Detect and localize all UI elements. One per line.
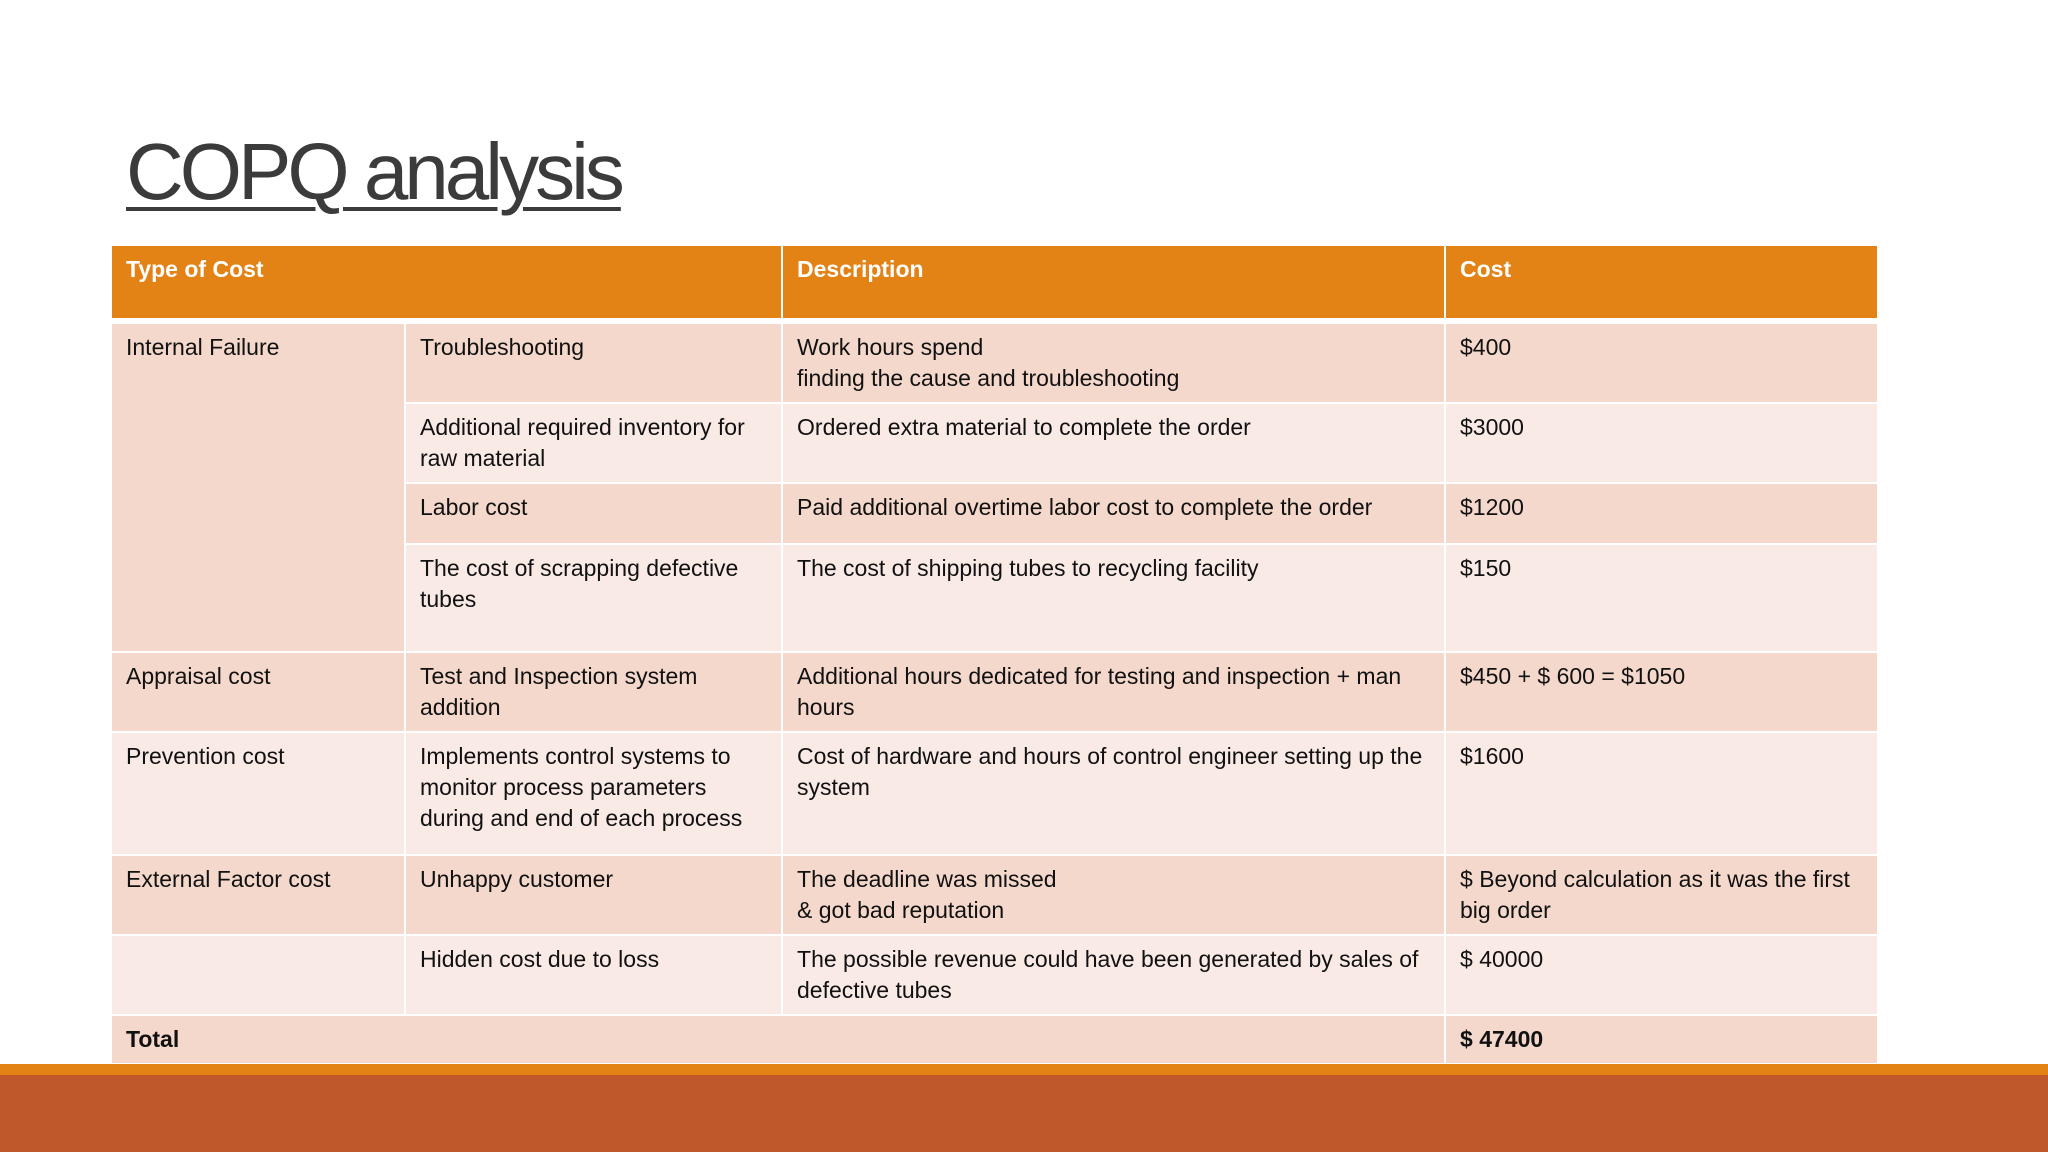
header-type-of-cost: Type of Cost bbox=[112, 246, 783, 324]
cost-cell: $1600 bbox=[1446, 733, 1877, 856]
table-row bbox=[112, 936, 1877, 1016]
footer-band bbox=[0, 1075, 2048, 1152]
description-cell: The deadline was missed & got bad reputation bbox=[783, 856, 1446, 936]
item-cell: Additional required inventory for raw material bbox=[406, 404, 783, 484]
footer-accent-stripe bbox=[0, 1064, 2048, 1075]
header-description: Description bbox=[783, 246, 1446, 324]
total-value: $ 47400 bbox=[1446, 1016, 1877, 1065]
cost-cell: $ Beyond calculation as it was the first big order bbox=[1446, 856, 1877, 936]
category-cell: Appraisal cost bbox=[112, 653, 406, 733]
item-cell: Test and Inspection system addition bbox=[406, 653, 783, 733]
item-cell: Implements control systems to monitor process parameters during and end of each process bbox=[406, 733, 783, 856]
cost-cell: $3000 bbox=[1446, 404, 1877, 484]
description-cell: The possible revenue could have been generated by sales of defective tubes bbox=[783, 936, 1446, 1016]
category-cell: Prevention cost bbox=[112, 733, 406, 856]
table-row bbox=[112, 856, 1877, 936]
table-row bbox=[112, 653, 1877, 733]
table-row bbox=[112, 324, 1877, 404]
table-row bbox=[112, 733, 1877, 856]
description-cell: Ordered extra material to complete the order bbox=[783, 404, 1446, 484]
description-cell: Additional hours dedicated for testing and inspection + man hours bbox=[783, 653, 1446, 733]
cost-cell: $1200 bbox=[1446, 484, 1877, 545]
slide-title: COPQ analysis bbox=[126, 127, 621, 216]
category-cell bbox=[112, 936, 406, 1016]
item-cell: The cost of scrapping defective tubes bbox=[406, 545, 783, 653]
total-row bbox=[112, 1016, 1877, 1065]
header-cost: Cost bbox=[1446, 246, 1877, 324]
cost-cell: $400 bbox=[1446, 324, 1877, 404]
item-cell: Unhappy customer bbox=[406, 856, 783, 936]
item-cell: Hidden cost due to loss bbox=[406, 936, 783, 1016]
description-cell: Work hours spend finding the cause and troubleshooting bbox=[783, 324, 1446, 404]
description-cell: Cost of hardware and hours of control engineer setting up the system bbox=[783, 733, 1446, 856]
item-cell: Labor cost bbox=[406, 484, 783, 545]
category-cell: Internal Failure bbox=[112, 324, 406, 653]
item-cell: Troubleshooting bbox=[406, 324, 783, 404]
category-cell: External Factor cost bbox=[112, 856, 406, 936]
cost-cell: $150 bbox=[1446, 545, 1877, 653]
table-header-row bbox=[112, 246, 1877, 324]
description-cell: The cost of shipping tubes to recycling facility bbox=[783, 545, 1446, 653]
copq-table bbox=[112, 246, 1877, 1065]
cost-cell: $ 40000 bbox=[1446, 936, 1877, 1016]
description-cell: Paid additional overtime labor cost to complete the order bbox=[783, 484, 1446, 545]
total-label: Total bbox=[112, 1016, 1446, 1065]
cost-cell: $450 + $ 600 = $1050 bbox=[1446, 653, 1877, 733]
